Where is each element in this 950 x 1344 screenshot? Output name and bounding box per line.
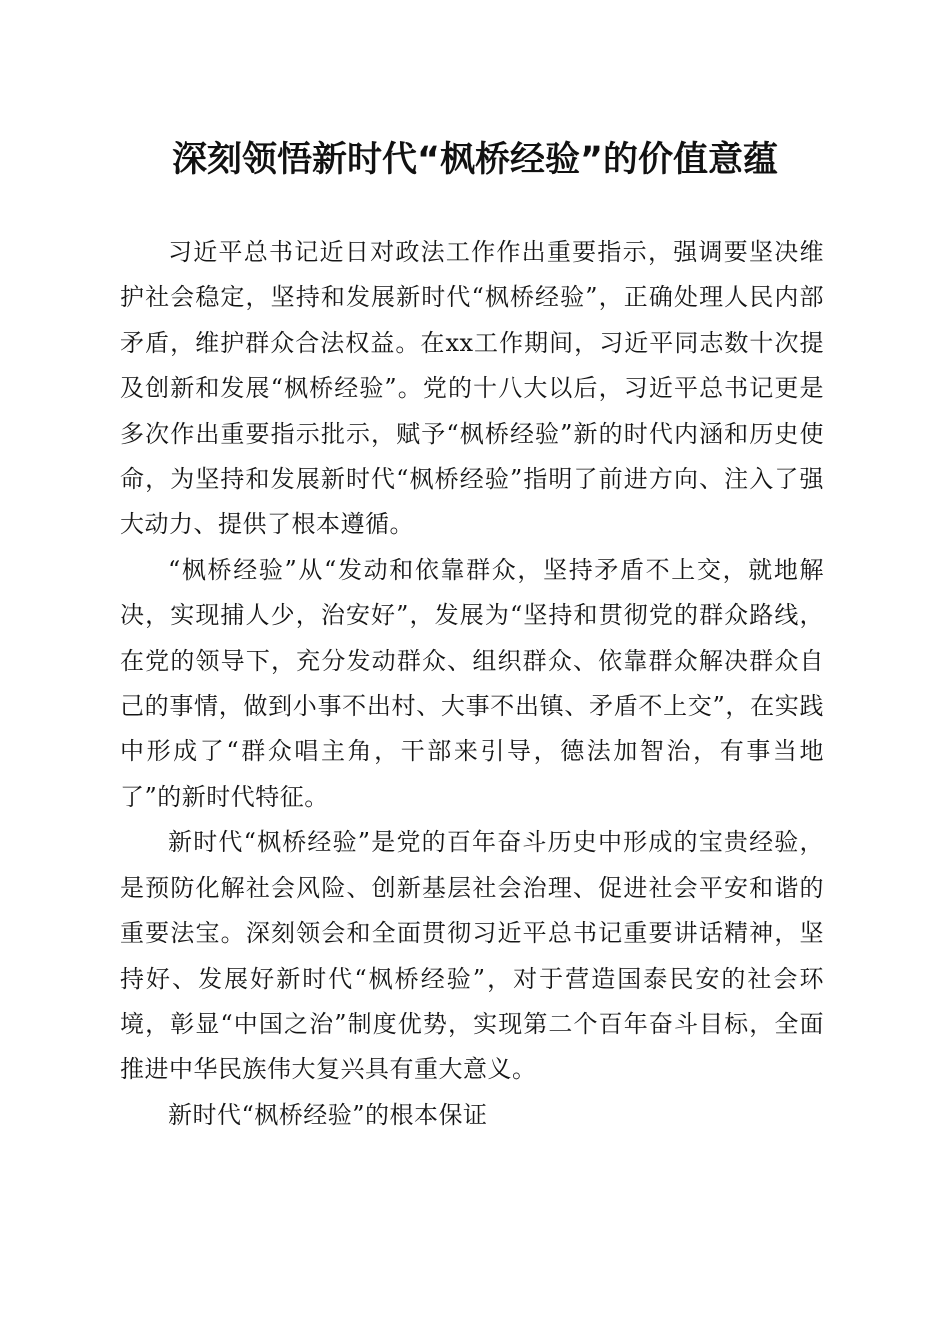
section-heading: 新时代“枫桥经验”的根本保证 bbox=[168, 1100, 488, 1129]
paragraph-3: 新时代“枫桥经验”是党的百年奋斗历史中形成的宝贵经验，是预防化解社会风险、创新基层社会治理、促进社会平安和谐的重要法宝。深刻领会和全面贯彻习近平总书记重要讲话精神，坚持好、发展好新时代“枫桥经验”，对于营造国泰民安的社会环境，彰显“中国之治”制度优势，实现第二个百年奋斗目标，全面推进中华民族伟大复兴具有重大意义。 bbox=[120, 828, 824, 1084]
document-body bbox=[120, 230, 824, 1138]
paragraph-2: “枫桥经验”从“发动和依靠群众，坚持矛盾不上交，就地解决，实现捕人少，治安好”，发展为“坚持和贯彻党的群众路线，在党的领导下，充分发动群众、组织群众、依靠群众解决群众自己的事情，做到小事不出村、大事不出镇、矛盾不上交”，在实践中形成了“群众唱主角，干部来引导，德法加智治，有事当地了”的新时代特征。 bbox=[120, 555, 824, 811]
document-title: 深刻领悟新时代“枫桥经验”的价值意蕴 bbox=[171, 140, 778, 180]
paragraph-1: 习近平总书记近日对政法工作作出重要指示，强调要坚决维护社会稳定，坚持和发展新时代“枫桥经验”，正确处理人民内部矛盾，维护群众合法权益。在xx工作期间，习近平同志数十次提及创新和发展“枫桥经验”。党的十八大以后，习近平总书记更是多次作出重要指示批示，赋予“枫桥经验”新的时代内涵和历史使命，为坚持和发展新时代“枫桥经验”指明了前进方向、注入了强大动力、提供了根本遵循。 bbox=[120, 238, 824, 539]
